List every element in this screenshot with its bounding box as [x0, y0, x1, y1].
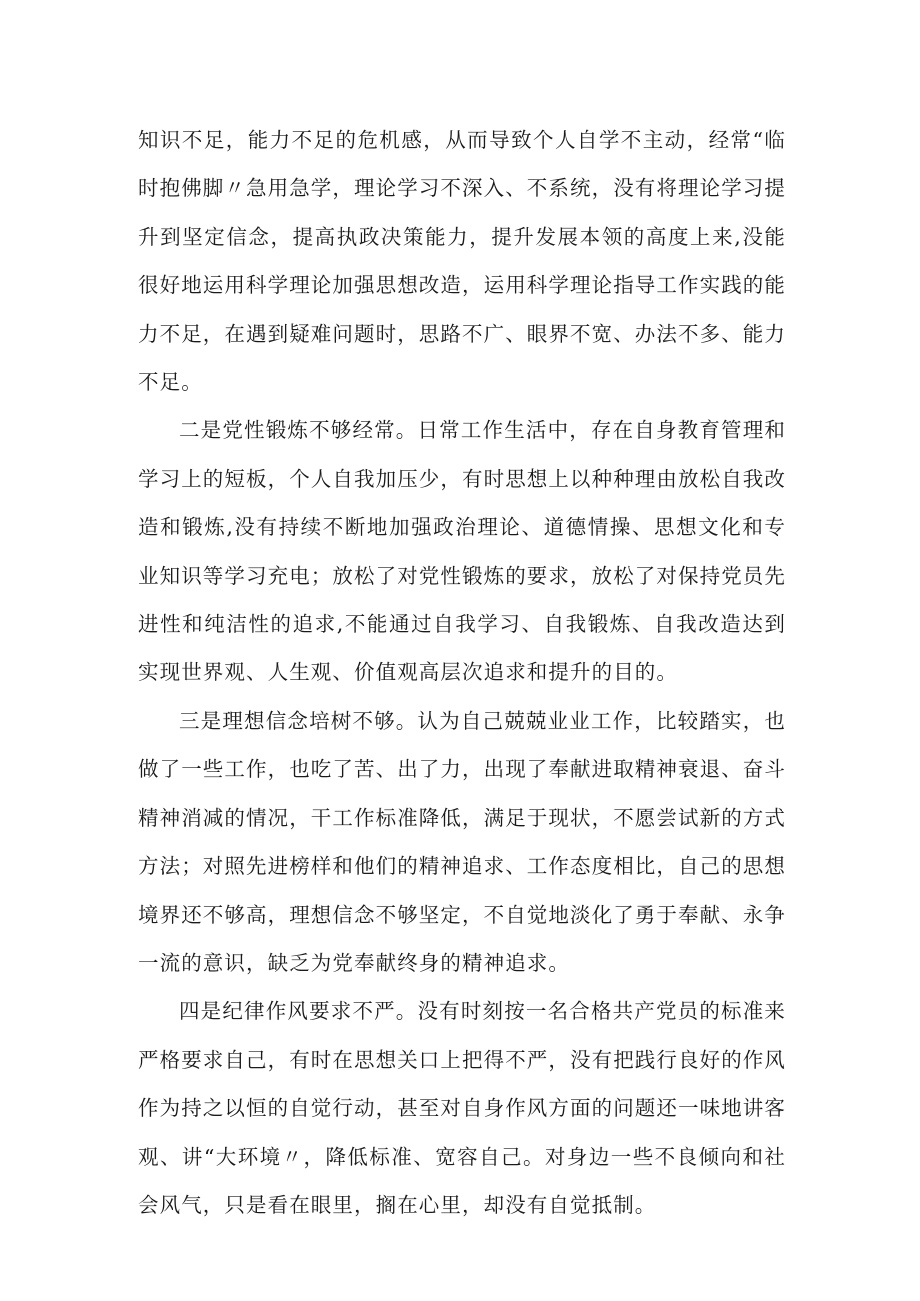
paragraph-party-spirit: 二是党性锻炼不够经常。日常工作生活中，存在自身教育管理和学习上的短板，个人自我加压少，有时思想上以种种理由放松自我改造和锻炼,没有持续不断地加强政治理论、道德情操、思想文化和专业知识等学习充电；放松了对党性锻炼的要求，放松了对保持党员先进性和纯洁性的追求,不能通过自我学习、自我锻炼、自我改造达到实现世界观、人生观、价值观高层次追求和提升的目的。 — [138, 418, 786, 685]
paragraph-discipline-style: 四是纪律作风要求不严。没有时刻按一名合格共产党员的标准来严格要求自己，有时在思想关口上把得不严，没有把践行良好的作风作为持之以恒的自觉行动，甚至对自身作风方面的问题还一味地讲客观、讲“大环境〃，降低标准、宽容自己。对身边一些不良倾向和社会风气，只是看在眼里，搁在心里，却没有自觉抵制。 — [138, 999, 786, 1217]
paragraph-ideals-beliefs: 三是理想信念培树不够。认为自己兢兢业业工作，比较踏实，也做了一些工作，也吃了苦、出了力，出现了奉献进取精神衰退、奋斗精神消减的情况，干工作标准降低，满足于现状，不愿尝试新的方式方法；对照先进榜样和他们的精神追求、工作态度相比，自己的思想境界还不够高，理想信念不够坚定，不自觉地淡化了勇于奉献、永争一流的意识，缺乏为党奉献终身的精神追求。 — [138, 708, 786, 975]
paragraph-continued: 知识不足，能力不足的危机感，从而导致个人自学不主动，经常“临时抱佛脚〃急用急学，理论学习不深入、不系统，没有将理论学习提升到坚定信念，提高执政决策能力，提升发展本领的高度上来,没能很好地运用科学理论加强思想改造，运用科学理论指导工作实践的能力不足，在遇到疑难问题时，思路不广、眼界不宽、办法不多、能力不足。 — [138, 128, 786, 395]
document-body — [138, 116, 786, 1229]
